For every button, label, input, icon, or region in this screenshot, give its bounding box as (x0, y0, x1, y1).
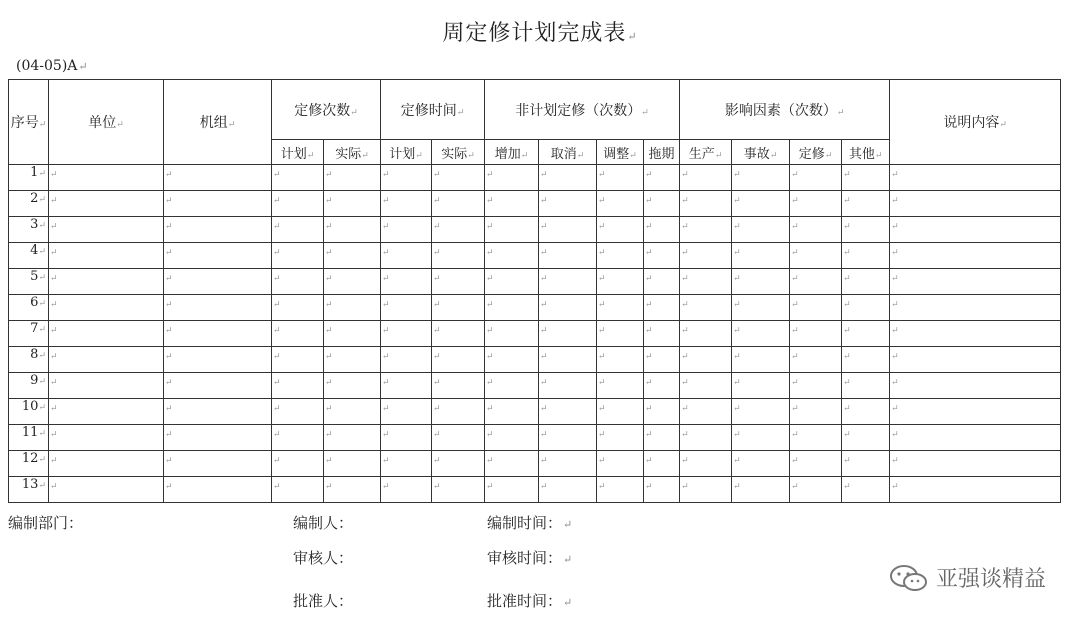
row-number: 7↵ (9, 321, 49, 347)
table-cell[interactable]: ↵ (842, 425, 890, 451)
table-cell[interactable]: ↵ (790, 295, 842, 321)
row-number: 2↵ (9, 191, 49, 217)
table-cell[interactable]: ↵ (324, 191, 381, 217)
table-cell[interactable]: ↵ (272, 373, 324, 399)
table-cell[interactable]: ↵ (381, 373, 432, 399)
table-cell[interactable]: ↵ (432, 243, 485, 269)
table-cell[interactable]: ↵ (164, 191, 272, 217)
table-cell[interactable]: ↵ (732, 191, 790, 217)
table-cell[interactable]: ↵ (732, 165, 790, 191)
table-cell[interactable]: ↵ (432, 373, 485, 399)
table-cell[interactable]: ↵ (49, 321, 164, 347)
plan-table (8, 79, 1061, 503)
subheader-cell: 取消↵ (539, 140, 597, 165)
table-cell[interactable]: ↵ (842, 191, 890, 217)
table-cell[interactable]: ↵ (381, 165, 432, 191)
table-cell[interactable]: ↵ (49, 191, 164, 217)
table-cell[interactable]: ↵ (790, 191, 842, 217)
table-cell[interactable]: ↵ (890, 373, 1061, 399)
table-cell[interactable]: ↵ (842, 451, 890, 477)
table-row (9, 295, 1061, 321)
table-cell[interactable]: ↵ (890, 321, 1061, 347)
table-row (9, 373, 1061, 399)
table-cell[interactable]: ↵ (732, 217, 790, 243)
table-cell[interactable]: ↵ (539, 477, 597, 503)
table-cell[interactable]: ↵ (732, 399, 790, 425)
header-seq: 序号↵ (9, 80, 49, 165)
table-cell[interactable]: ↵ (680, 321, 732, 347)
form-code: (04-05)A↵ (16, 58, 88, 74)
table-cell[interactable]: ↵ (644, 217, 680, 243)
table-cell[interactable]: ↵ (539, 217, 597, 243)
subheader-cell: 增加↵ (485, 140, 539, 165)
table-cell[interactable]: ↵ (890, 269, 1061, 295)
table-cell[interactable]: ↵ (485, 295, 539, 321)
table-cell[interactable]: ↵ (432, 269, 485, 295)
header-factors: 影响因素（次数）↵ (680, 80, 890, 140)
table-cell[interactable]: ↵ (164, 477, 272, 503)
subheader-cell: 实际↵ (324, 140, 381, 165)
subheader-cell: 生产↵ (680, 140, 732, 165)
subheader-cell: 计划↵ (381, 140, 432, 165)
header-fixed-time: 定修时间↵ (381, 80, 485, 140)
table-cell[interactable]: ↵ (381, 451, 432, 477)
wechat-icon (888, 563, 930, 593)
table-cell[interactable]: ↵ (732, 477, 790, 503)
table-cell[interactable]: ↵ (49, 477, 164, 503)
table-row (9, 321, 1061, 347)
table-cell[interactable]: ↵ (164, 165, 272, 191)
table-cell[interactable]: ↵ (272, 477, 324, 503)
table-cell[interactable]: ↵ (164, 347, 272, 373)
table-cell[interactable]: ↵ (890, 399, 1061, 425)
table-cell[interactable]: ↵ (272, 399, 324, 425)
table-cell[interactable]: ↵ (485, 269, 539, 295)
table-cell[interactable]: ↵ (432, 321, 485, 347)
table-cell[interactable]: ↵ (49, 373, 164, 399)
table-cell[interactable]: ↵ (790, 243, 842, 269)
table-cell[interactable]: ↵ (164, 373, 272, 399)
table-cell[interactable]: ↵ (890, 425, 1061, 451)
table-cell[interactable]: ↵ (680, 451, 732, 477)
table-cell[interactable]: ↵ (644, 321, 680, 347)
table-cell[interactable]: ↵ (485, 243, 539, 269)
table-cell[interactable]: ↵ (164, 451, 272, 477)
table-cell[interactable]: ↵ (597, 191, 644, 217)
table-cell[interactable]: ↵ (539, 399, 597, 425)
header-fixed-count: 定修次数↵ (272, 80, 381, 140)
table-cell[interactable]: ↵ (432, 347, 485, 373)
table-cell[interactable]: ↵ (49, 347, 164, 373)
table-cell[interactable]: ↵ (680, 269, 732, 295)
table-cell[interactable]: ↵ (790, 347, 842, 373)
table-cell[interactable]: ↵ (732, 321, 790, 347)
table-cell[interactable]: ↵ (842, 373, 890, 399)
table-cell[interactable]: ↵ (842, 295, 890, 321)
table-cell[interactable]: ↵ (485, 321, 539, 347)
subheader-cell: 其他↵ (842, 140, 890, 165)
table-cell[interactable]: ↵ (381, 477, 432, 503)
table-cell[interactable]: ↵ (432, 399, 485, 425)
table-cell[interactable]: ↵ (644, 425, 680, 451)
table-cell[interactable]: ↵ (381, 269, 432, 295)
table-row (9, 243, 1061, 269)
table-cell[interactable]: ↵ (272, 321, 324, 347)
table-cell[interactable]: ↵ (597, 347, 644, 373)
table-cell[interactable]: ↵ (597, 477, 644, 503)
table-cell[interactable]: ↵ (842, 399, 890, 425)
table-cell[interactable]: ↵ (381, 243, 432, 269)
table-cell[interactable]: ↵ (164, 321, 272, 347)
header-notes: 说明内容↵ (890, 80, 1061, 165)
table-cell[interactable]: ↵ (890, 217, 1061, 243)
table-cell[interactable]: ↵ (324, 451, 381, 477)
table-row (9, 451, 1061, 477)
table-cell[interactable]: ↵ (381, 399, 432, 425)
footer-reviewer: 审核人： (293, 549, 354, 567)
table-cell[interactable]: ↵ (597, 243, 644, 269)
table-cell[interactable]: ↵ (842, 269, 890, 295)
table-cell[interactable]: ↵ (890, 295, 1061, 321)
table-cell[interactable]: ↵ (272, 295, 324, 321)
table-cell[interactable]: ↵ (485, 165, 539, 191)
table-cell[interactable]: ↵ (790, 451, 842, 477)
table-row (9, 165, 1061, 191)
table-cell[interactable]: ↵ (842, 243, 890, 269)
table-row (9, 425, 1061, 451)
table-cell[interactable]: ↵ (539, 425, 597, 451)
table-cell[interactable]: ↵ (842, 477, 890, 503)
table-row (9, 477, 1061, 503)
table-cell[interactable]: ↵ (644, 243, 680, 269)
footer-review-time: 审核时间：↵ (487, 549, 573, 567)
table-cell[interactable]: ↵ (790, 399, 842, 425)
table-cell[interactable]: ↵ (381, 347, 432, 373)
row-number: 4↵ (9, 243, 49, 269)
table-cell[interactable]: ↵ (644, 295, 680, 321)
row-number: 9↵ (9, 373, 49, 399)
table-cell[interactable]: ↵ (790, 425, 842, 451)
table-cell[interactable]: ↵ (272, 191, 324, 217)
table-cell[interactable]: ↵ (680, 295, 732, 321)
table-cell[interactable]: ↵ (790, 165, 842, 191)
table-cell[interactable]: ↵ (890, 165, 1061, 191)
subheader-cell: 事故↵ (732, 140, 790, 165)
footer-approver: 批准人： (293, 592, 354, 610)
table-cell[interactable]: ↵ (790, 477, 842, 503)
table-cell[interactable]: ↵ (381, 425, 432, 451)
table-cell[interactable]: ↵ (644, 347, 680, 373)
table-cell[interactable]: ↵ (644, 451, 680, 477)
table-cell[interactable]: ↵ (732, 425, 790, 451)
table-cell[interactable]: ↵ (539, 451, 597, 477)
table-cell[interactable]: ↵ (890, 191, 1061, 217)
table-cell[interactable]: ↵ (381, 191, 432, 217)
table-cell[interactable]: ↵ (324, 477, 381, 503)
table-cell[interactable]: ↵ (324, 165, 381, 191)
table-cell[interactable]: ↵ (680, 399, 732, 425)
table-cell[interactable]: ↵ (432, 217, 485, 243)
row-number: 5↵ (9, 269, 49, 295)
table-cell[interactable]: ↵ (272, 347, 324, 373)
table-cell[interactable]: ↵ (680, 425, 732, 451)
table-cell[interactable]: ↵ (164, 295, 272, 321)
table-cell[interactable]: ↵ (597, 399, 644, 425)
table-row (9, 217, 1061, 243)
header-unit-group: 机组↵ (164, 80, 272, 165)
table-cell[interactable]: ↵ (539, 165, 597, 191)
table-cell[interactable]: ↵ (432, 191, 485, 217)
table-cell[interactable]: ↵ (680, 347, 732, 373)
header-unit: 单位↵ (49, 80, 164, 165)
table-cell[interactable]: ↵ (890, 451, 1061, 477)
row-number: 11↵ (9, 425, 49, 451)
table-cell[interactable]: ↵ (164, 243, 272, 269)
row-number: 6↵ (9, 295, 49, 321)
watermark: 亚强谈精益 (888, 562, 1046, 593)
table-row (9, 191, 1061, 217)
table-cell[interactable]: ↵ (49, 295, 164, 321)
table-cell[interactable]: ↵ (381, 321, 432, 347)
table-cell[interactable]: ↵ (432, 165, 485, 191)
table-cell[interactable]: ↵ (324, 347, 381, 373)
table-cell[interactable]: ↵ (597, 217, 644, 243)
table-cell[interactable]: ↵ (597, 295, 644, 321)
table-cell[interactable]: ↵ (381, 217, 432, 243)
table-cell[interactable]: ↵ (790, 269, 842, 295)
table-cell[interactable]: ↵ (324, 425, 381, 451)
table-cell[interactable]: ↵ (432, 295, 485, 321)
table-cell[interactable]: ↵ (597, 269, 644, 295)
table-cell[interactable]: ↵ (597, 373, 644, 399)
table-cell[interactable]: ↵ (324, 399, 381, 425)
table-cell[interactable]: ↵ (485, 451, 539, 477)
table-cell[interactable]: ↵ (272, 425, 324, 451)
table-cell[interactable]: ↵ (680, 373, 732, 399)
table-cell[interactable]: ↵ (539, 269, 597, 295)
table-cell[interactable]: ↵ (644, 477, 680, 503)
subheader-cell: 计划↵ (272, 140, 324, 165)
table-cell[interactable]: ↵ (485, 347, 539, 373)
table-cell[interactable]: ↵ (272, 451, 324, 477)
table-cell[interactable]: ↵ (272, 217, 324, 243)
subheader-cell: 定修↵ (790, 140, 842, 165)
row-number: 1↵ (9, 165, 49, 191)
table-cell[interactable]: ↵ (49, 243, 164, 269)
table-cell[interactable]: ↵ (432, 477, 485, 503)
row-number: 13↵ (9, 477, 49, 503)
table-cell[interactable]: ↵ (539, 243, 597, 269)
table-cell[interactable]: ↵ (485, 399, 539, 425)
subheader-cell: 调整↵ (597, 140, 644, 165)
table-row (9, 399, 1061, 425)
row-number: 12↵ (9, 451, 49, 477)
table-cell[interactable]: ↵ (485, 477, 539, 503)
table-cell[interactable]: ↵ (890, 347, 1061, 373)
table-cell[interactable]: ↵ (597, 451, 644, 477)
table-cell[interactable]: ↵ (539, 191, 597, 217)
table-cell[interactable]: ↵ (539, 295, 597, 321)
footer-dept: 编制部门： (8, 514, 84, 532)
table-body (9, 165, 1061, 503)
table-cell[interactable]: ↵ (790, 217, 842, 243)
table-cell[interactable]: ↵ (597, 321, 644, 347)
table-cell[interactable]: ↵ (485, 425, 539, 451)
table-cell[interactable]: ↵ (680, 165, 732, 191)
table-cell[interactable]: ↵ (164, 399, 272, 425)
table-cell[interactable]: ↵ (680, 217, 732, 243)
subheader-cell: 拖期 (644, 140, 680, 165)
table-cell[interactable]: ↵ (644, 373, 680, 399)
table-cell[interactable]: ↵ (324, 217, 381, 243)
header-unplanned: 非计划定修（次数）↵ (485, 80, 680, 140)
table-cell[interactable]: ↵ (732, 295, 790, 321)
table-cell[interactable]: ↵ (680, 191, 732, 217)
table-row (9, 347, 1061, 373)
table-cell[interactable]: ↵ (539, 321, 597, 347)
table-cell[interactable]: ↵ (272, 243, 324, 269)
table-cell[interactable]: ↵ (597, 165, 644, 191)
page-title: 周定修计划完成表↵ (442, 21, 638, 46)
table-cell[interactable]: ↵ (164, 425, 272, 451)
table-cell[interactable]: ↵ (842, 165, 890, 191)
footer-compiler: 编制人： (293, 514, 354, 532)
table-cell[interactable]: ↵ (164, 217, 272, 243)
table-cell[interactable]: ↵ (890, 243, 1061, 269)
table-cell[interactable]: ↵ (324, 295, 381, 321)
table-cell[interactable]: ↵ (644, 165, 680, 191)
footer-approve-time: 批准时间：↵ (487, 592, 573, 610)
table-cell[interactable]: ↵ (539, 373, 597, 399)
table-cell[interactable]: ↵ (324, 373, 381, 399)
table-cell[interactable]: ↵ (842, 347, 890, 373)
table-cell[interactable]: ↵ (842, 321, 890, 347)
table-cell[interactable]: ↵ (164, 269, 272, 295)
table-cell[interactable]: ↵ (644, 269, 680, 295)
table-cell[interactable]: ↵ (644, 191, 680, 217)
table-cell[interactable]: ↵ (790, 321, 842, 347)
table-cell[interactable]: ↵ (842, 217, 890, 243)
table-cell[interactable]: ↵ (680, 477, 732, 503)
table-cell[interactable]: ↵ (732, 347, 790, 373)
table-cell[interactable]: ↵ (324, 269, 381, 295)
table-cell[interactable]: ↵ (49, 217, 164, 243)
table-cell[interactable]: ↵ (890, 477, 1061, 503)
table-cell[interactable]: ↵ (680, 243, 732, 269)
table-cell[interactable]: ↵ (485, 191, 539, 217)
table-cell[interactable]: ↵ (272, 269, 324, 295)
table-cell[interactable]: ↵ (790, 373, 842, 399)
table-cell[interactable]: ↵ (732, 269, 790, 295)
row-number: 10↵ (9, 399, 49, 425)
table-cell[interactable]: ↵ (432, 451, 485, 477)
row-number: 8↵ (9, 347, 49, 373)
table-cell[interactable]: ↵ (597, 425, 644, 451)
table-cell[interactable]: ↵ (49, 269, 164, 295)
table-cell[interactable]: ↵ (49, 425, 164, 451)
table-cell[interactable]: ↵ (324, 243, 381, 269)
table-cell[interactable]: ↵ (732, 373, 790, 399)
table-cell[interactable]: ↵ (432, 425, 485, 451)
table-cell[interactable]: ↵ (49, 451, 164, 477)
subheader-cell: 实际↵ (432, 140, 485, 165)
table-cell[interactable]: ↵ (485, 373, 539, 399)
table-row (9, 269, 1061, 295)
table-cell[interactable]: ↵ (644, 399, 680, 425)
table-cell[interactable]: ↵ (49, 165, 164, 191)
table-cell[interactable]: ↵ (272, 165, 324, 191)
table-cell[interactable]: ↵ (539, 347, 597, 373)
table-cell[interactable]: ↵ (49, 399, 164, 425)
table-cell[interactable]: ↵ (732, 451, 790, 477)
table-cell[interactable]: ↵ (324, 321, 381, 347)
table-cell[interactable]: ↵ (732, 243, 790, 269)
table-cell[interactable]: ↵ (381, 295, 432, 321)
row-number: 3↵ (9, 217, 49, 243)
footer-compile-time: 编制时间：↵ (487, 514, 573, 532)
table-cell[interactable]: ↵ (485, 217, 539, 243)
